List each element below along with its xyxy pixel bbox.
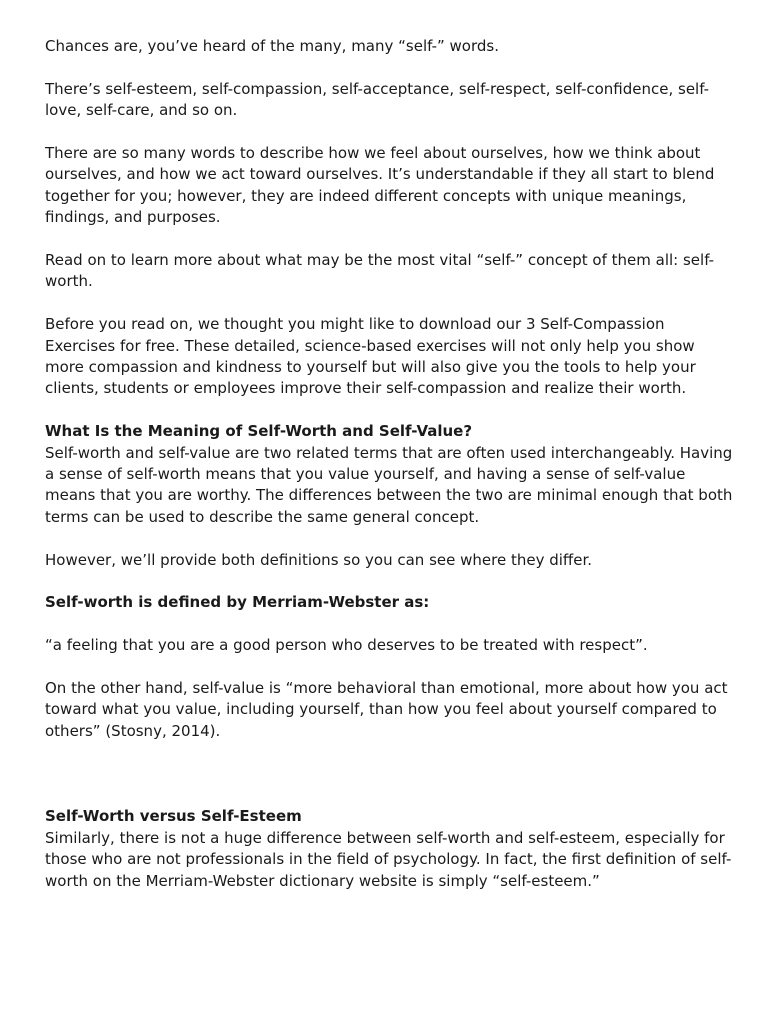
esteem-paragraph: Similarly, there is not a huge difference between self-worth and self-esteem, especially for those who are not professionals in the field of psychology. In fact, the first definition of self-worth on the Merriam-Webster dictionary website is simply “self-esteem.” (45, 828, 732, 890)
section-heading-esteem: Self-Worth versus Self-Esteem (45, 807, 302, 826)
meaning-paragraph: Self-worth and self-value are two related terms that are often used interchangeably. Having a sense of self-worth means that you value yourself, and having a sense of self-value means that you are worthy. The differences between the two are minimal enough that both terms can be used to describe the same general concept. (45, 443, 733, 526)
definitions-paragraph: However, we’ll provide both definitions so you can see where they differ. (45, 550, 593, 569)
intro-paragraph: Chances are, you’ve heard of the many, many “self-” words. (45, 37, 499, 55)
self-words-paragraph: There’s self-esteem, self-compassion, self-acceptance, self-respect, self-confidence, self-love, self-care, and so on. (45, 79, 710, 120)
concepts-paragraph: There are so many words to describe how we feel about ourselves, how we think about ourselves, and how we act toward ourselves. It’s understandable if they all start to blend together for you; however, they are indeed different concepts with unique meanings, findings, and purposes. (45, 144, 715, 227)
section-spacer (45, 764, 735, 807)
document-page (45, 36, 735, 892)
definition-heading: Self-worth is defined by Merriam-Webster as: (45, 593, 430, 612)
download-offer-paragraph: Before you read on, we thought you might like to download our 3 Self-Compassion Exercises for free. These detailed, science-based exercises will not only help you show more compassion and kindness to yourself but will also give you the tools to help your clients, students or employees improve their self-compassion and realize their worth. (45, 315, 696, 398)
section-heading-meaning: What Is the Meaning of Self-Worth and Self-Value? (45, 422, 473, 441)
read-on-paragraph: Read on to learn more about what may be the most vital “self-” concept of them all: self-worth. (45, 251, 715, 291)
definition-quote: “a feeling that you are a good person who deserves to be treated with respect”. (45, 636, 648, 655)
self-value-paragraph: On the other hand, self-value is “more behavioral than emotional, more about how you act toward what you value, including yourself, than how you feel about yourself compared to others” (Stosny, 2014). (45, 679, 728, 740)
